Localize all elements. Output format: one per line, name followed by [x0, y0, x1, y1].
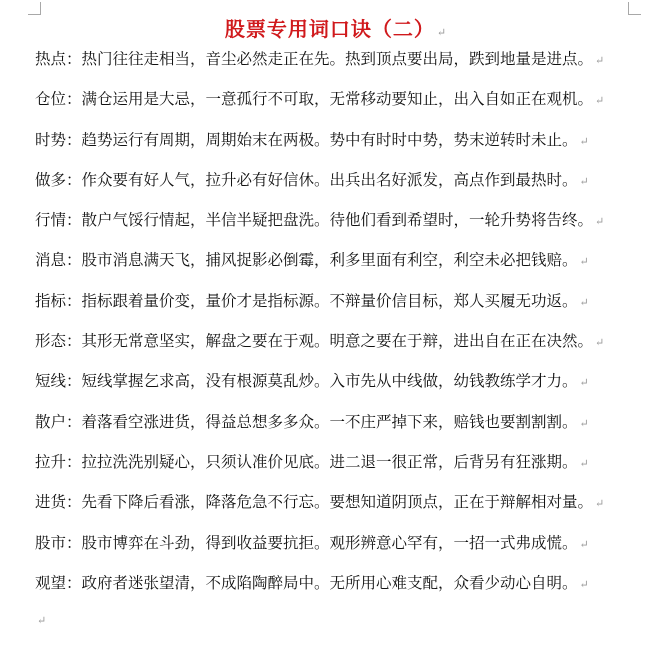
- verse-list: [35, 45, 665, 609]
- paragraph-mark-icon: ↵: [436, 26, 448, 39]
- verse-text: 消息：股市消息满天飞，捕风捉影必倒霉，利多里面有利空，利空未必把钱赔。: [35, 251, 578, 270]
- verse-line: [35, 166, 665, 206]
- paragraph-mark-icon: ↵: [595, 215, 605, 229]
- paragraph-mark-icon: ↵: [579, 295, 589, 309]
- verse-text: 拉升：拉拉洗洗别疑心，只须认准价见底。进二退一很正常，后背另有狂涨期。: [35, 452, 578, 471]
- verse-line: [35, 327, 665, 367]
- paragraph-mark-icon: ↵: [595, 94, 605, 108]
- paragraph-mark-icon: ↵: [579, 456, 589, 470]
- verse-text: 热点：热门往往走相当，音尘必然走正在先。热到顶点要出局，跌到地量是进点。: [35, 50, 594, 68]
- verse-text: 做多：作众要有好人气，拉升必有好信休。出兵出名好派发，高点作到最热时。: [35, 170, 578, 189]
- verse-line: [35, 367, 665, 407]
- document-title: [0, 13, 672, 42]
- verse-text: 进货：先看下降后看涨，降落危急不行忘。要想知道阴顶点，正在于辩解相对量。: [35, 493, 594, 512]
- paragraph-mark-icon: ↵: [595, 336, 605, 350]
- verse-line: [35, 287, 665, 327]
- verse-line: [35, 246, 665, 286]
- empty-paragraph: [35, 605, 46, 635]
- paragraph-mark-icon: ↵: [579, 577, 589, 591]
- verse-text: 形态：其形无常意坚实，解盘之要在于观。明意之要在于辩，进出自在正在决然。: [35, 332, 594, 351]
- verse-text: 散户：着落看空涨进货，得益总想多多众。一不庄严掉下来，赔钱也要割割割。: [35, 412, 578, 431]
- verse-line: [35, 85, 665, 125]
- paragraph-mark-icon: ↵: [579, 416, 589, 430]
- verse-line: [35, 45, 665, 85]
- paragraph-mark-icon: ↵: [595, 497, 605, 511]
- verse-line: [35, 529, 665, 569]
- paragraph-mark-icon: ↵: [579, 255, 589, 269]
- verse-line: [35, 448, 665, 488]
- verse-text: 仓位：满仓运用是大忌，一意孤行不可取，无常移动要知止，出入自如正在观机。: [35, 90, 594, 109]
- verse-text: 观望：政府者迷张望清，不成陷陶醉局中。无所用心难支配，众看少动心自明。: [35, 573, 578, 592]
- document-title-text: 股票专用词口诀（二）: [224, 17, 435, 41]
- verse-line: [35, 126, 665, 166]
- paragraph-mark-icon: ↵: [595, 54, 605, 67]
- paragraph-mark-icon: ↵: [579, 174, 589, 188]
- verse-line: [35, 569, 665, 609]
- verse-text: 股市：股市博弈在斗劲，得到收益要抗拒。观形辨意心罕有，一招一式弗成慌。: [35, 533, 578, 552]
- verse-text: 短线：短线掌握乞求高，没有根源莫乱炒。入市先从中线做，幼钱教练学才力。: [35, 372, 578, 391]
- paragraph-mark-icon: ↵: [579, 376, 589, 390]
- verse-line: [35, 408, 665, 448]
- verse-line: [35, 488, 665, 528]
- paragraph-mark-icon: ↵: [579, 537, 589, 551]
- paragraph-mark-icon: ↵: [37, 614, 47, 627]
- verse-line: [35, 206, 665, 246]
- verse-text: 时势：趋势运行有周期，周期始末在两极。势中有时时中势，势末逆转时未止。: [35, 130, 578, 149]
- paragraph-mark-icon: ↵: [579, 134, 589, 148]
- verse-text: 行情：散户气馁行情起，半信半疑把盘洗。待他们看到希望时，一轮升势将告终。: [35, 211, 594, 230]
- verse-text: 指标：指标跟着量价变，量价才是指标源。不辩量价信目标，郑人买履无功返。: [35, 291, 578, 310]
